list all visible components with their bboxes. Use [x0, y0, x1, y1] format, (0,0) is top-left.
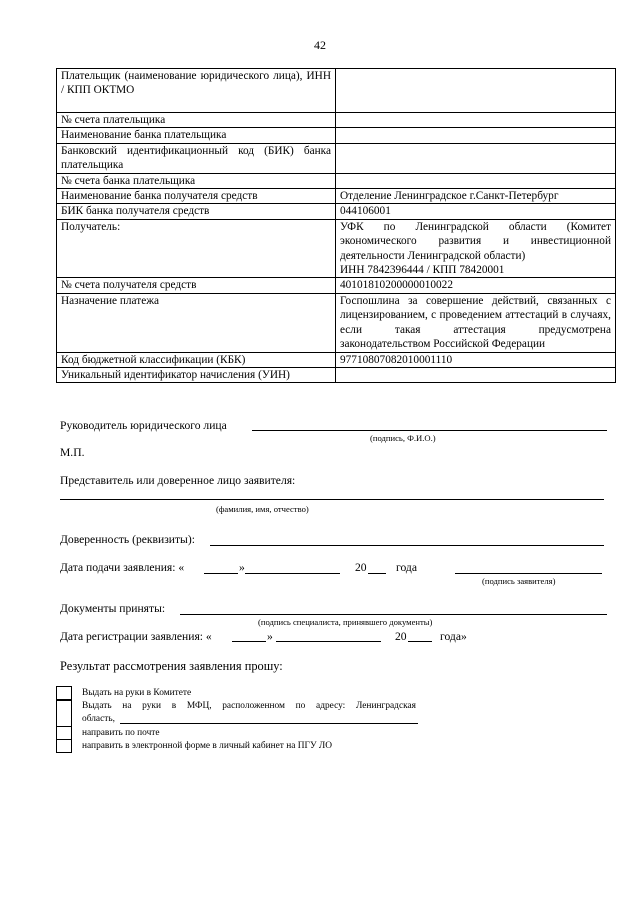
payer-label: Плательщик (наименование юридического лица), ИНН / КПП ОКТМО — [57, 69, 336, 113]
payer-account-label: № счета плательщика — [57, 113, 336, 128]
kbk-value: 97710807082010001110 — [336, 352, 616, 367]
payment-details-table — [56, 68, 616, 383]
mfc-address-line[interactable] — [120, 723, 418, 724]
result-title: Результат рассмотрения заявления прошу: — [60, 659, 283, 673]
table-row — [57, 352, 616, 367]
recipient-bank-value: Отделение Ленинградское г.Санкт-Петербург — [336, 189, 616, 204]
reg-year-line[interactable] — [408, 641, 432, 642]
date-day-line[interactable] — [204, 573, 238, 574]
table-row — [57, 204, 616, 219]
uin-label: Уникальный идентификатор начисления (УИН) — [57, 367, 336, 382]
recipient-value-cell — [336, 219, 616, 278]
reg-day-line[interactable] — [232, 641, 266, 642]
payer-account-value[interactable] — [336, 113, 616, 128]
payer-bik-label: Банковский идентификационный код (БИК) банка плательщика — [57, 143, 336, 173]
table-row — [57, 143, 616, 173]
representative-name-line[interactable] — [60, 499, 604, 500]
option-mfc-checkbox[interactable] — [56, 700, 72, 727]
proxy-label: Доверенность (реквизиты): — [60, 533, 195, 546]
head-label: Руководитель юридического лица — [60, 419, 227, 432]
docs-accepted-label: Документы приняты: — [60, 602, 166, 615]
table-row — [57, 113, 616, 128]
option-mfc-label: Выдать на руки в МФЦ, расположенном по адресу: Ленинградская — [82, 701, 416, 711]
payer-value[interactable] — [336, 69, 616, 113]
applicant-signature-line[interactable] — [455, 573, 602, 574]
recipient-bik-value: 044106001 — [336, 204, 616, 219]
payment-purpose-label: Назначение платежа — [57, 293, 336, 352]
head-signature-line[interactable] — [252, 430, 607, 431]
table-row — [57, 219, 616, 278]
table-row — [57, 189, 616, 204]
uin-value[interactable] — [336, 367, 616, 382]
table-row — [57, 367, 616, 382]
recipient-bank-label: Наименование банка получателя средств — [57, 189, 336, 204]
option-electronic-checkbox[interactable] — [56, 739, 72, 753]
recipient-bik-label: БИК банка получателя средств — [57, 204, 336, 219]
head-signature-hint: (подпись, Ф.И.О.) — [370, 433, 436, 443]
reg-year-prefix: 20 — [395, 630, 407, 643]
representative-label: Представитель или доверенное лицо заявителя: — [60, 474, 296, 487]
table-row — [57, 173, 616, 188]
option-mfc-label-cont: область, — [82, 714, 115, 724]
representative-hint: (фамилия, имя, отчество) — [216, 504, 309, 514]
table-row — [57, 293, 616, 352]
date-year-line[interactable] — [368, 573, 386, 574]
table-row — [57, 128, 616, 143]
date-month-line[interactable] — [245, 573, 340, 574]
reg-quote-close: » — [267, 630, 273, 643]
date-label: Дата подачи заявления: « — [60, 561, 185, 574]
recipient-label: Получатель: — [57, 219, 336, 278]
option-post-checkbox[interactable] — [56, 726, 72, 740]
option-komitet-checkbox[interactable] — [56, 686, 72, 700]
registration-date-label: Дата регистрации заявления: « — [60, 630, 212, 643]
date-quote-close: » — [239, 561, 245, 574]
kbk-label: Код бюджетной классификации (КБК) — [57, 352, 336, 367]
date-year-suffix: года — [396, 561, 417, 574]
reg-month-line[interactable] — [276, 641, 381, 642]
recipient-account-label: № счета получателя средств — [57, 278, 336, 293]
payment-purpose-value: Госпошлина за совершение действий, связанных с лицензированием, с проведением аттестаций в случаях, если такая аттестация предусмотрена законодательством Российской Федерации — [336, 293, 616, 352]
proxy-details-line[interactable] — [210, 545, 604, 546]
docs-accepted-hint: (подпись специалиста, принявшего документы) — [258, 617, 433, 627]
recipient-value: УФК по Ленинградской области (Комитет экономического развития и инвестиционной деятельности Ленинградской области) — [340, 220, 611, 262]
stamp-mark: М.П. — [60, 446, 85, 459]
payer-bank-account-value[interactable] — [336, 173, 616, 188]
option-electronic-label: направить в электронной форме в личный кабинет на ПГУ ЛО — [82, 741, 333, 751]
payer-bank-value[interactable] — [336, 128, 616, 143]
payer-bank-label: Наименование банка плательщика — [57, 128, 336, 143]
applicant-signature-hint: (подпись заявителя) — [482, 576, 556, 586]
docs-accepted-line[interactable] — [180, 614, 607, 615]
recipient-account-value: 40101810200000010022 — [336, 278, 616, 293]
option-komitet-label: Выдать на руки в Комитете — [82, 688, 192, 698]
payer-bank-account-label: № счета банка плательщика — [57, 173, 336, 188]
payer-bik-value[interactable] — [336, 143, 616, 173]
table-row — [57, 69, 616, 113]
recipient-inn-kpp: ИНН 7842396444 / КПП 78420001 — [340, 264, 505, 277]
reg-year-suffix: года» — [440, 630, 467, 643]
table-row — [57, 278, 616, 293]
option-post-label: направить по почте — [82, 728, 160, 738]
date-year-prefix: 20 — [355, 561, 367, 574]
page-number: 42 — [314, 38, 326, 52]
